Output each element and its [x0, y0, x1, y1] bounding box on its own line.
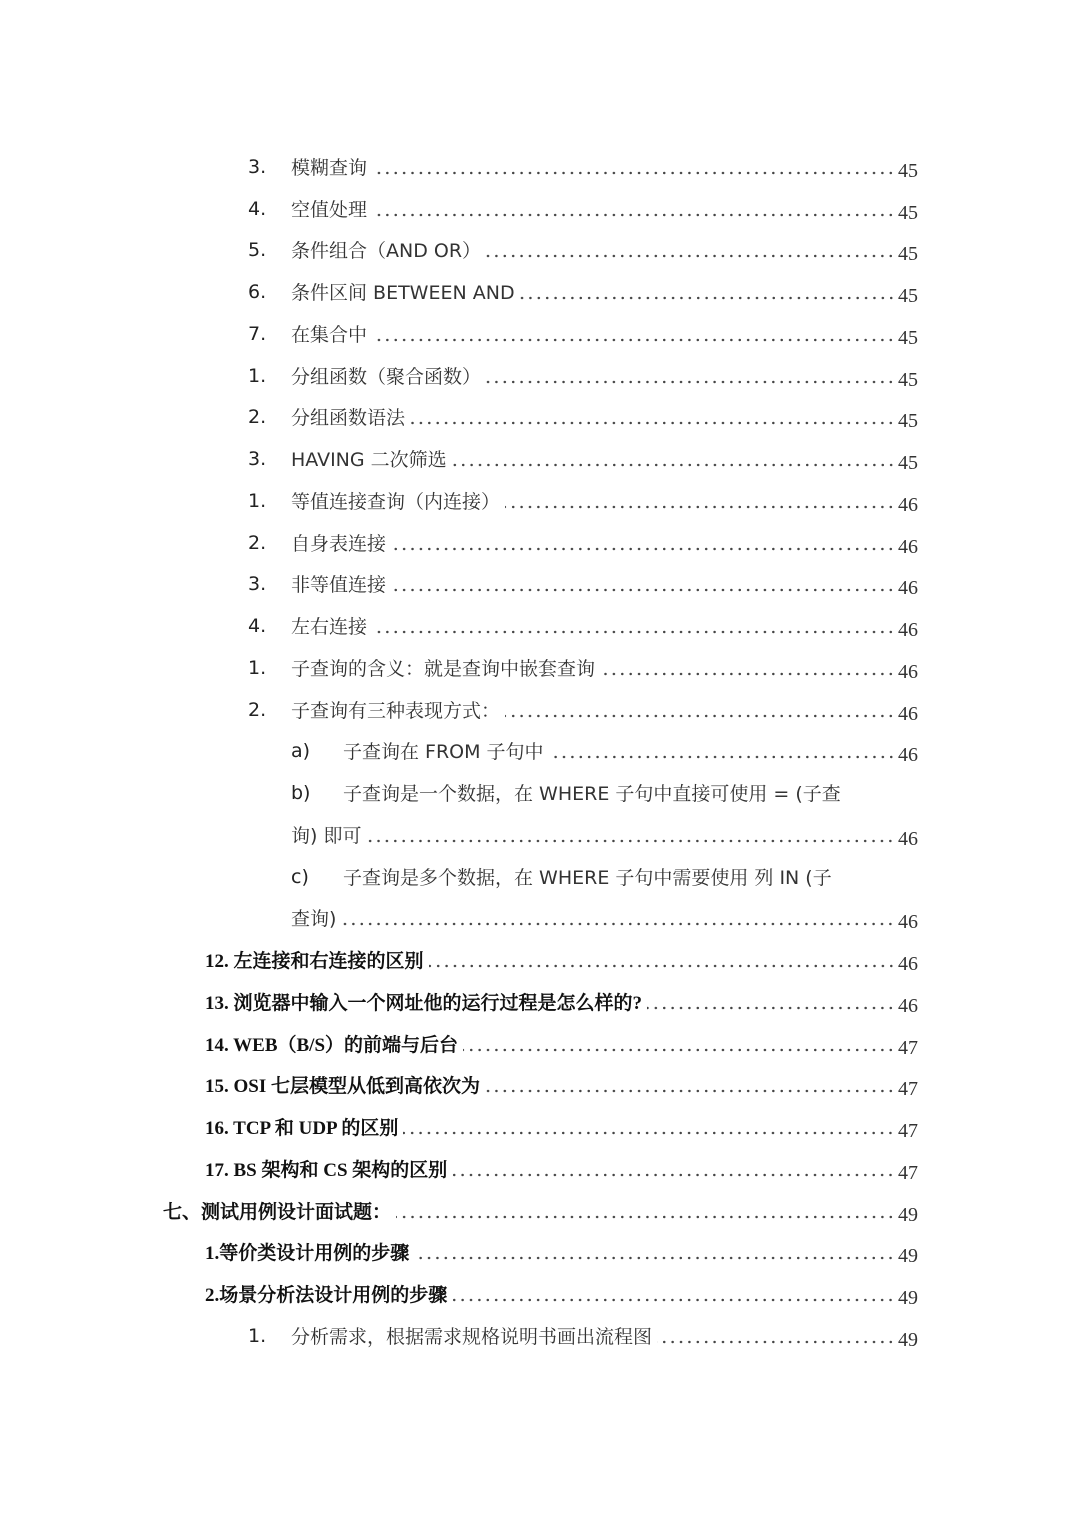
- toc-line: [205, 946, 918, 973]
- toc-page-number: 49: [898, 1245, 918, 1268]
- toc-entry-number: 7.: [248, 322, 267, 345]
- toc-entry-continuation[interactable]: [0, 896, 1080, 938]
- toc-entry-label: 分组函数（聚合函数）: [291, 365, 482, 388]
- toc-page-number: 47: [898, 1161, 918, 1184]
- toc-page-number: 46: [898, 744, 918, 767]
- toc-entry-label: 15. OSI 七层模型从低到高依次为: [205, 1076, 480, 1098]
- dot-leader: [520, 296, 895, 300]
- toc-entry-number: 3.: [248, 155, 267, 178]
- toc-page-number: 46: [898, 577, 918, 600]
- toc-line: [291, 320, 918, 347]
- toc-page-number: 45: [898, 410, 918, 433]
- dot-leader: [403, 1131, 895, 1135]
- toc-line: [291, 654, 918, 681]
- toc-line: [291, 487, 918, 514]
- toc-entry-label: 条件组合（AND OR）: [291, 240, 482, 263]
- toc-line: [291, 696, 918, 723]
- toc-page-number: 46: [898, 619, 918, 641]
- toc-line: [343, 737, 918, 767]
- toc-entry-label: 非等值连接: [291, 574, 387, 597]
- dot-leader: [463, 1048, 895, 1052]
- toc-entry[interactable]: [0, 353, 1080, 395]
- toc-entry-label: 分组函数语法: [291, 407, 406, 430]
- toc-page-number: 47: [898, 1036, 918, 1059]
- toc-entry[interactable]: [0, 1063, 1080, 1105]
- toc-entry[interactable]: [0, 645, 1080, 687]
- toc-entry[interactable]: [0, 1146, 1080, 1188]
- toc-line: [291, 570, 918, 600]
- toc-entry-label: 14. WEB（B/S）的前端与后台: [205, 1034, 459, 1056]
- toc-page-number: 49: [898, 1287, 918, 1309]
- toc-entry[interactable]: [0, 186, 1080, 228]
- toc-page-number: 46: [898, 660, 918, 683]
- toc-entry-number: 1.: [248, 1324, 267, 1347]
- dot-leader: [647, 1006, 895, 1010]
- toc-line: [205, 1280, 918, 1307]
- toc-line: [205, 1155, 918, 1182]
- dot-leader: [452, 1173, 895, 1177]
- toc-page-number: 46: [898, 493, 918, 516]
- toc-entry[interactable]: [0, 770, 1080, 812]
- toc-entry-number: 4.: [248, 197, 267, 220]
- toc-line: [291, 612, 918, 639]
- toc-entry[interactable]: [0, 144, 1080, 186]
- toc-entry[interactable]: [0, 1021, 1080, 1063]
- toc-line: [205, 1030, 918, 1057]
- toc-entry-label: 1.等价类设计用例的步骤: [205, 1243, 410, 1265]
- toc-entry-label: 子查询在 FROM 子句中: [343, 741, 544, 764]
- toc-entry-number: 2.: [248, 698, 267, 721]
- toc-entry[interactable]: [0, 1271, 1080, 1313]
- toc-page-number: 46: [898, 535, 918, 558]
- toc-line: [291, 1322, 918, 1349]
- dot-leader: [414, 1256, 895, 1260]
- dot-leader: [366, 839, 895, 843]
- toc-entry-continuation[interactable]: [0, 812, 1080, 854]
- toc-entry-number: 3.: [248, 573, 267, 596]
- toc-entry-label: HAVING 二次筛选: [291, 449, 447, 471]
- toc-page-number: 46: [898, 953, 918, 975]
- table-of-contents: [0, 144, 1080, 1355]
- toc-page-number: 45: [898, 285, 918, 307]
- toc-page-number: 45: [898, 201, 918, 224]
- dot-leader: [452, 463, 895, 467]
- toc-entry[interactable]: [0, 937, 1080, 979]
- toc-page-number: 45: [898, 368, 918, 391]
- dot-leader: [341, 922, 895, 926]
- toc-entry-label: 子查询的含义：就是查询中嵌套查询: [291, 657, 596, 680]
- toc-entry-label: 模糊查询: [291, 156, 368, 179]
- toc-entry-label: 条件区间 BETWEEN AND: [291, 282, 515, 304]
- toc-entry[interactable]: [0, 478, 1080, 520]
- toc-entry[interactable]: [0, 1188, 1080, 1230]
- toc-entry[interactable]: [0, 562, 1080, 604]
- toc-line: [291, 904, 918, 934]
- toc-line: [291, 445, 918, 472]
- toc-entry[interactable]: [0, 1104, 1080, 1146]
- toc-line: [291, 153, 918, 180]
- toc-entry[interactable]: [0, 311, 1080, 353]
- toc-entry[interactable]: [0, 228, 1080, 270]
- toc-entry[interactable]: [0, 520, 1080, 562]
- toc-line: [205, 1238, 918, 1268]
- toc-entry-label: 子查询是一个数据，在 WHERE 子句中直接可使用 = (子查: [343, 783, 841, 805]
- dot-leader: [372, 338, 895, 342]
- toc-entry[interactable]: [0, 603, 1080, 645]
- toc-page-number: 46: [898, 827, 918, 850]
- toc-line: [291, 403, 918, 433]
- dot-leader: [486, 380, 895, 384]
- toc-entry[interactable]: [0, 395, 1080, 437]
- toc-entry-label: 分析需求，根据需求规格说明书画出流程图: [291, 1325, 653, 1348]
- toc-entry-number: 2.: [248, 531, 267, 554]
- dot-leader: [391, 547, 895, 551]
- dot-leader: [657, 1340, 895, 1344]
- toc-page-number: 49: [898, 1328, 918, 1351]
- toc-entry-label: 空值处理: [291, 198, 368, 221]
- toc-entry-label: 查询): [291, 908, 337, 931]
- toc-line: [291, 195, 918, 222]
- dot-leader: [505, 714, 895, 718]
- dot-leader: [372, 213, 895, 217]
- toc-entry[interactable]: [0, 687, 1080, 729]
- toc-entry[interactable]: [0, 854, 1080, 896]
- toc-line: [291, 236, 918, 266]
- dot-leader: [549, 755, 895, 759]
- toc-entry-label: 自身表连接: [291, 532, 387, 555]
- dot-leader: [396, 1215, 895, 1219]
- toc-line: [291, 362, 918, 389]
- toc-page-number: 45: [898, 243, 918, 266]
- dot-leader: [452, 1298, 895, 1302]
- toc-entry-label: 12. 左连接和右连接的区别: [205, 951, 424, 972]
- toc-line: [291, 278, 918, 305]
- toc-entry-label: 左右连接: [291, 616, 368, 638]
- toc-entry-number: 4.: [248, 615, 267, 637]
- toc-page-number: 45: [898, 326, 918, 349]
- toc-page-number: 45: [898, 452, 918, 474]
- toc-line: [205, 1113, 918, 1140]
- toc-page-number: 46: [898, 994, 918, 1017]
- toc-entry-number: 2.: [248, 406, 267, 429]
- toc-entry-number: 1.: [248, 364, 267, 387]
- toc-page-number: 47: [898, 1120, 918, 1142]
- toc-entry-label: 七、测试用例设计面试题：: [163, 1201, 392, 1223]
- toc-page-number: 46: [898, 702, 918, 725]
- toc-page-number: 49: [898, 1203, 918, 1226]
- dot-leader: [372, 630, 895, 634]
- dot-leader: [485, 1089, 895, 1093]
- toc-entry[interactable]: [0, 1313, 1080, 1355]
- toc-entry-number: 5.: [248, 239, 267, 262]
- toc-entry-label: 13. 浏览器中输入一个网址他的运行过程是怎么样的?: [205, 992, 643, 1014]
- toc-page-number: 46: [898, 911, 918, 934]
- toc-entry-label: 16. TCP 和 UDP 的区别: [205, 1118, 399, 1139]
- toc-entry-number: a): [291, 740, 311, 763]
- dot-leader: [372, 171, 895, 175]
- toc-entry-number: 6.: [248, 281, 267, 303]
- toc-entry-number: c): [291, 865, 309, 888]
- toc-entry-label: 在集合中: [291, 323, 368, 346]
- toc-entry-label: 17. BS 架构和 CS 架构的区别: [205, 1159, 448, 1181]
- toc-entry[interactable]: [0, 979, 1080, 1021]
- toc-entry-label: 等值连接查询（内连接）: [291, 490, 501, 513]
- dot-leader: [486, 254, 895, 258]
- toc-entry-number: 1.: [248, 489, 267, 512]
- toc-entry-label: 子查询有三种表现方式：: [291, 699, 501, 722]
- toc-entry-label: 子查询是多个数据，在 WHERE 子句中需要使用 列 IN (子: [343, 866, 832, 889]
- dot-leader: [429, 964, 895, 968]
- toc-line: [205, 988, 918, 1015]
- toc-line: [291, 529, 918, 556]
- toc-entry-number: b): [291, 782, 311, 804]
- toc-entry[interactable]: [0, 436, 1080, 478]
- dot-leader: [600, 672, 895, 676]
- toc-entry-number: 3.: [248, 448, 267, 470]
- toc-page-number: 47: [898, 1078, 918, 1101]
- dot-leader: [505, 505, 895, 509]
- dot-leader: [410, 421, 895, 425]
- toc-entry[interactable]: [0, 269, 1080, 311]
- toc-line: [163, 1197, 918, 1224]
- toc-entry[interactable]: [0, 729, 1080, 771]
- toc-line: [205, 1071, 918, 1101]
- toc-page-number: 45: [898, 159, 918, 182]
- toc-entry[interactable]: [0, 1230, 1080, 1272]
- toc-entry-label: 询) 即可: [291, 824, 362, 847]
- dot-leader: [391, 588, 895, 592]
- toc-entry-label: 2.场景分析法设计用例的步骤: [205, 1285, 448, 1306]
- toc-entry-number: 1.: [248, 656, 267, 679]
- toc-line: [291, 821, 918, 848]
